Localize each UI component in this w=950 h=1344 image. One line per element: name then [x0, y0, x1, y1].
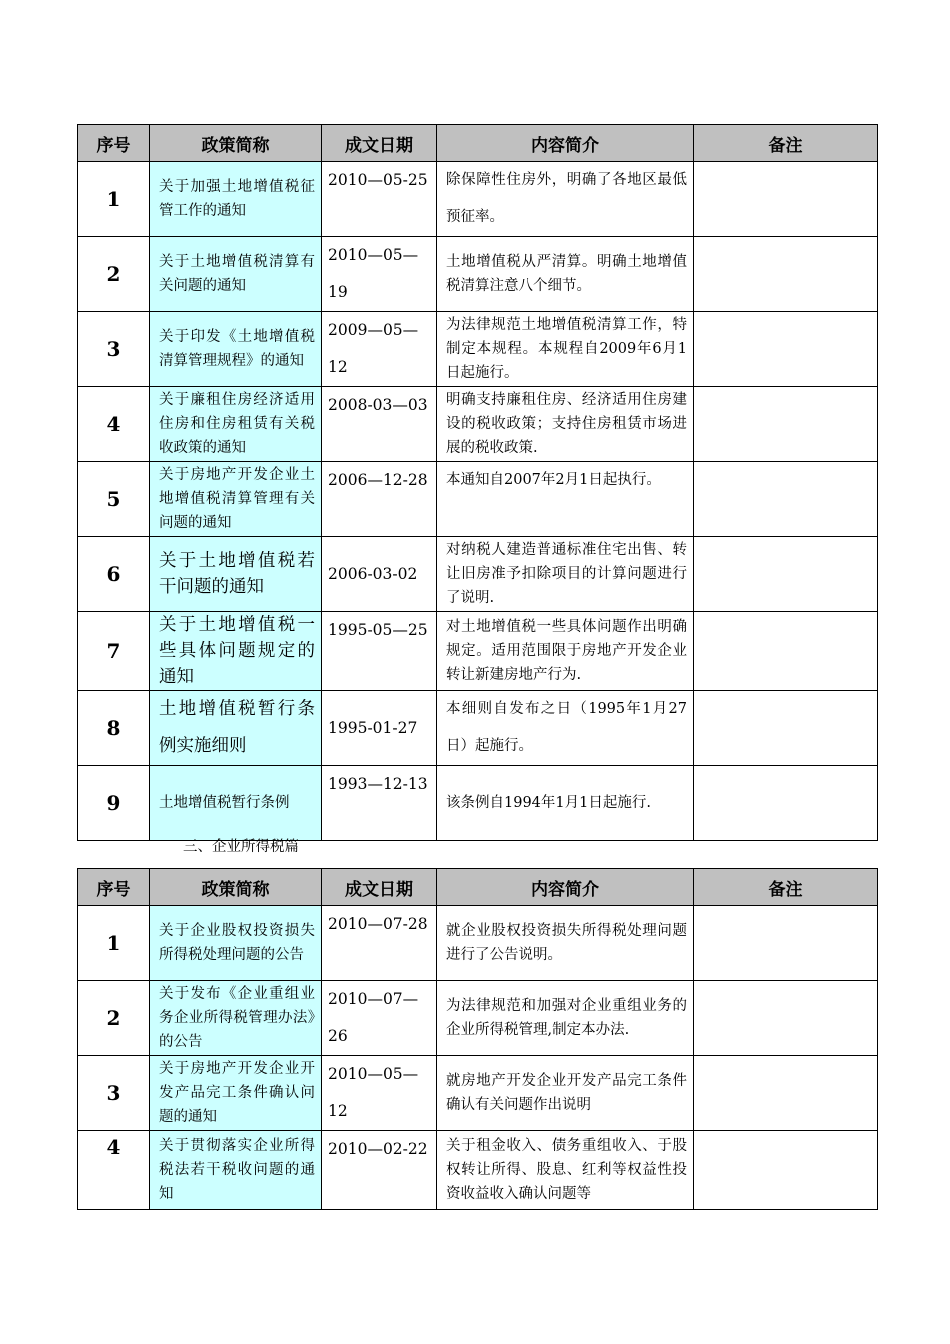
row-date: 2010—05—19 — [322, 237, 437, 312]
header-policy-name: 政策简称 — [150, 869, 322, 906]
row-remark — [694, 462, 878, 537]
row-summary: 为法律规范土地增值税清算工作，特制定本规程。本规程自2009年6月1日起施行。 — [437, 312, 694, 387]
row-summary: 对纳税人建造普通标准住宅出售、转让旧房准予扣除项目的计算问题进行了说明. — [437, 537, 694, 612]
table-row — [78, 691, 878, 766]
row-summary: 本细则自发布之日（1995年1月27日）起施行。 — [437, 691, 694, 766]
table-row — [78, 162, 878, 237]
row-no: 4 — [78, 387, 150, 462]
row-date: 2010—07-28 — [322, 906, 437, 981]
row-remark — [694, 981, 878, 1056]
row-policy-name: 关于土地增值税一些具体问题规定的通知 — [150, 612, 322, 691]
row-remark — [694, 906, 878, 981]
row-policy-name: 关于廉租住房经济适用住房和住房租赁有关税收政策的通知 — [150, 387, 322, 462]
header-date: 成文日期 — [322, 869, 437, 906]
table-row — [78, 537, 878, 612]
row-policy-name: 关于房地产开发企业开发产品完工条件确认问题的通知 — [150, 1056, 322, 1131]
row-remark — [694, 691, 878, 766]
row-date: 2010—05—12 — [322, 1056, 437, 1131]
row-remark — [694, 1131, 878, 1210]
row-no: 6 — [78, 537, 150, 612]
header-summary: 内容简介 — [437, 125, 694, 162]
table-row — [78, 981, 878, 1056]
row-date: 1995-01-27 — [322, 691, 437, 766]
row-remark — [694, 237, 878, 312]
row-policy-name: 关于印发《土地增值税清算管理规程》的通知 — [150, 312, 322, 387]
table-row — [78, 906, 878, 981]
row-date: 2010—02-22 — [322, 1131, 437, 1210]
row-summary: 除保障性住房外，明确了各地区最低预征率。 — [437, 162, 694, 237]
row-date: 1995-05—25 — [322, 612, 437, 691]
row-summary: 本通知自2007年2月1日起执行。 — [437, 462, 694, 537]
row-summary: 就房地产开发企业开发产品完工条件确认有关问题作出说明 — [437, 1056, 694, 1131]
row-summary: 为法律规范和加强对企业重组业务的企业所得税管理,制定本办法. — [437, 981, 694, 1056]
row-no: 4 — [78, 1131, 150, 1210]
row-no: 5 — [78, 462, 150, 537]
row-summary: 明确支持廉租住房、经济适用住房建设的税收政策；支持住房租赁市场进展的税收政策. — [437, 387, 694, 462]
row-remark — [694, 1056, 878, 1131]
row-no: 9 — [78, 766, 150, 841]
row-remark — [694, 162, 878, 237]
table-row — [78, 1131, 878, 1210]
header-remark: 备注 — [694, 125, 878, 162]
row-no: 3 — [78, 1056, 150, 1131]
header-policy-name: 政策简称 — [150, 125, 322, 162]
row-policy-name: 土地增值税暂行条例 — [150, 766, 322, 841]
row-no: 1 — [78, 906, 150, 981]
row-policy-name: 关于企业股权投资损失所得税处理问题的公告 — [150, 906, 322, 981]
table-row — [78, 387, 878, 462]
header-remark: 备注 — [694, 869, 878, 906]
row-date: 2009—05—12 — [322, 312, 437, 387]
header-no: 序号 — [78, 869, 150, 906]
row-no: 1 — [78, 162, 150, 237]
row-remark — [694, 766, 878, 841]
land-vat-policy-table — [77, 124, 878, 841]
header-no: 序号 — [78, 125, 150, 162]
table-header-row — [78, 125, 878, 162]
table-row — [78, 612, 878, 691]
row-remark — [694, 312, 878, 387]
row-policy-name: 关于贯彻落实企业所得税法若干税收问题的通知 — [150, 1131, 322, 1210]
row-policy-name: 关于房地产开发企业土地增值税清算管理有关问题的通知 — [150, 462, 322, 537]
row-summary: 就企业股权投资损失所得税处理问题进行了公告说明。 — [437, 906, 694, 981]
row-policy-name: 关于土地增值税清算有关问题的通知 — [150, 237, 322, 312]
row-policy-name: 土地增值税暂行条例实施细则 — [150, 691, 322, 766]
corporate-income-tax-policy-table — [77, 868, 878, 1210]
table-row — [78, 237, 878, 312]
row-date: 2010—07—26 — [322, 981, 437, 1056]
row-no: 8 — [78, 691, 150, 766]
row-remark — [694, 612, 878, 691]
row-policy-name: 关于加强土地增值税征管工作的通知 — [150, 162, 322, 237]
row-policy-name: 关于发布《企业重组业务企业所得税管理办法》的公告 — [150, 981, 322, 1056]
table-row — [78, 766, 878, 841]
row-date: 2006-03-02 — [322, 537, 437, 612]
table-row — [78, 462, 878, 537]
row-no: 3 — [78, 312, 150, 387]
row-summary: 对土地增值税一些具体问题作出明确规定。适用范围限于房地产开发企业转让新建房地产行为. — [437, 612, 694, 691]
header-summary: 内容简介 — [437, 869, 694, 906]
row-summary: 关于租金收入、债务重组收入、于股权转让所得、股息、红利等权益性投资收益收入确认问题等 — [437, 1131, 694, 1210]
row-remark — [694, 387, 878, 462]
row-summary: 该条例自1994年1月1日起施行. — [437, 766, 694, 841]
row-date: 1993—12-13 — [322, 766, 437, 841]
row-date: 2006—12-28 — [322, 462, 437, 537]
row-policy-name: 关于土地增值税若干问题的通知 — [150, 537, 322, 612]
row-no: 2 — [78, 237, 150, 312]
row-no: 7 — [78, 612, 150, 691]
row-no: 2 — [78, 981, 150, 1056]
table-row — [78, 312, 878, 387]
row-date: 2010—05-25 — [322, 162, 437, 237]
section-title-corporate-income-tax: 三、企业所得税篇 — [183, 839, 299, 855]
row-date: 2008-03—03 — [322, 387, 437, 462]
row-remark — [694, 537, 878, 612]
table-header-row — [78, 869, 878, 906]
table-row — [78, 1056, 878, 1131]
row-summary: 土地增值税从严清算。明确土地增值税清算注意八个细节。 — [437, 237, 694, 312]
header-date: 成文日期 — [322, 125, 437, 162]
